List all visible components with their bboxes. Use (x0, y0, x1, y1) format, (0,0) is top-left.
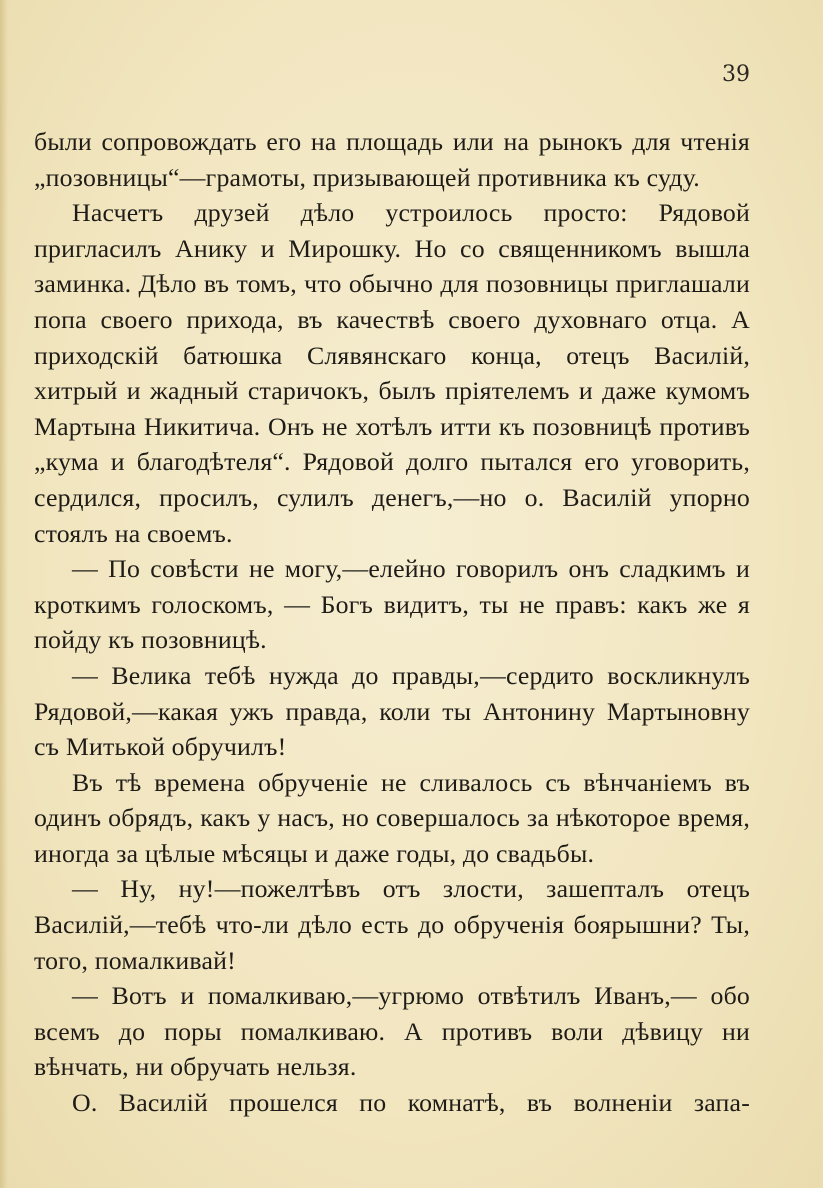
paragraph-5: Въ тѣ времена обрученіе не сливалось съ вѣнчаніемъ въ одинъ обрядъ, какъ у насъ, но совершалось за нѣкоторое время, иногда за цѣлые мѣсяцы и даже годы, до свадьбы. (34, 767, 750, 868)
paragraph-3: — По совѣсти не могу,—елейно говорилъ онъ сладкимъ и кроткимъ голоскомъ, — Богъ видитъ, ты не правъ: какъ же я пойду къ позовницѣ. (34, 554, 750, 655)
body-text (34, 124, 750, 1121)
paragraph-2: Насчетъ друзей дѣло устроилось просто: Рядовой пригласилъ Анику и Мирошку. Но со священникомъ вышла заминка. Дѣло въ томъ, что обычно для позовницы приглашали попа своего прихода, въ качествѣ своего духовнаго отца. А приходскій батюшка Слявянскаго конца, отецъ Василій, хитрый и жадный старичокъ, былъ пріятелемъ и даже кумомъ Мартына Никитича. Онъ не хотѣлъ итти къ позовницѣ противъ „кума и благодѣтеля“. Рядовой долго пытался его уговорить, сердился, просилъ, сулилъ денегъ,—но о. Василій упорно стоялъ на своемъ. (34, 198, 750, 548)
paragraph-8: О. Василій прошелся по комнатѣ, въ волненіи запа- (72, 1088, 750, 1118)
paragraph-7: — Вотъ и помалкиваю,—угрюмо отвѣтилъ Иванъ,— обо всемъ до поры помалкиваю. А противъ воли дѣвицу ни вѣнчать, ни обручать нельзя. (34, 981, 750, 1082)
page-number: 39 (722, 62, 750, 87)
paragraph-6: — Ну, ну!—пожелтѣвъ отъ злости, зашепталъ отецъ Василій,—тебѣ что-ли дѣло есть до обрученія боярышни? Ты, того, помалкивай! (34, 874, 750, 975)
paragraph-1: были сопровождать его на площадь или на рынокъ для чтенія „позовницы“—грамоты, призывающей противника къ суду. (34, 127, 750, 192)
paragraph-4: — Велика тебѣ нужда до правды,—сердито воскликнулъ Рядовой,—какая ужъ правда, коли ты Антонину Мартыновну съ Митькой обручилъ! (34, 660, 750, 762)
page-edge-shadow (0, 0, 8, 1188)
